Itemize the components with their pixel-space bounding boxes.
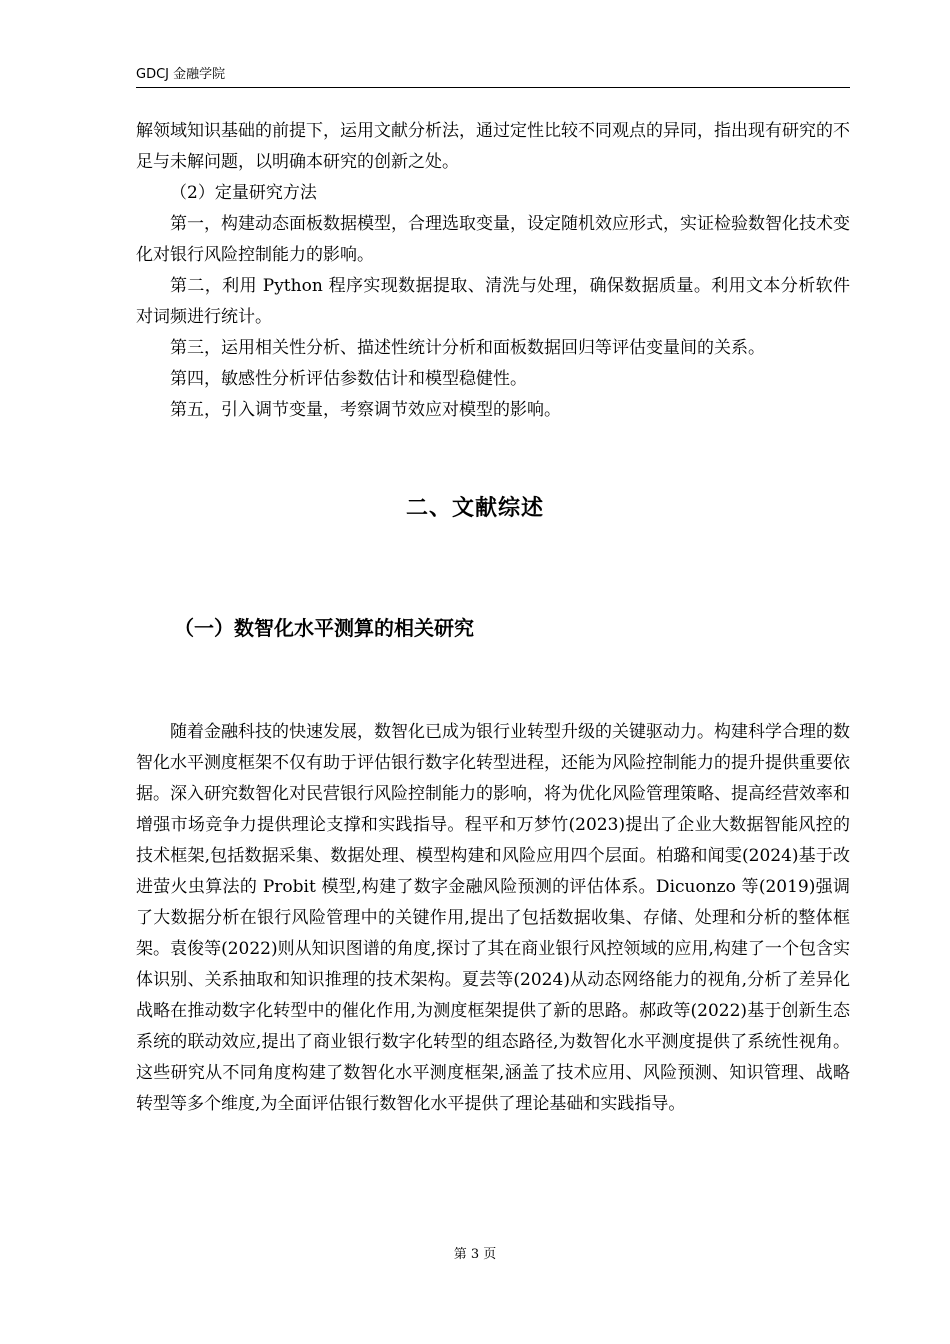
- method-item-2: 第二，利用 Python 程序实现数据提取、清洗与处理，确保数据质量。利用文本分析软件对词频进行统计。: [136, 276, 850, 327]
- method-item-3: 第三，运用相关性分析、描述性统计分析和面板数据回归等评估变量间的关系。: [170, 338, 765, 358]
- literature-block: [136, 717, 850, 1120]
- page-header: GDCJ 金融学院: [136, 66, 850, 88]
- intro-block: [136, 116, 850, 426]
- section-title: （一）数智化水平测算的相关研究: [174, 616, 474, 640]
- method-item-4: 第四，敏感性分析评估参数估计和模型稳健性。: [170, 369, 527, 389]
- literature-paragraph: 随着金融科技的快速发展，数智化已成为银行业转型升级的关键驱动力。构建科学合理的数智化水平测度框架不仅有助于评估银行数字化转型进程，还能为风险控制能力的提升提供重要依据。深入研究数智化对民营银行风险控制能力的影响，将为优化风险管理策略、提高经营效率和增强市场竞争力提供理论支撑和实践指导。程平和万梦竹(2023)提出了企业大数据智能风控的技术框架,包括数据采集、数据处理、模型构建和风险应用四个层面。柏璐和闻雯(2024)基于改进萤火虫算法的 Probit 模型,构建了数字金融风险预测的评估体系。Dicuonzo 等(2019)强调了大数据分析在银行风险管理中的关键作用,提出了包括数据收集、存储、处理和分析的整体框架。袁俊等(2022)则从知识图谱的角度,探讨了其在商业银行风控领域的应用,构建了一个包含实体识别、关系抽取和知识推理的技术架构。夏芸等(2024)从动态网络能力的视角,分析了差异化战略在推动数字化转型中的催化作用,为测度框架提供了新的思路。郝政等(2022)基于创新生态系统的联动效应,提出了商业银行数字化转型的组态路径,为数智化水平测度提供了系统性视角。这些研究从不同角度构建了数智化水平测度框架,涵盖了技术应用、风险预测、知识管理、战略转型等多个维度,为全面评估银行数智化水平提供了理论基础和实践指导。: [136, 722, 850, 1114]
- method-item-5: 第五，引入调节变量，考察调节效应对模型的影响。: [170, 400, 561, 420]
- chapter-title: 二、文献综述: [405, 496, 544, 521]
- method-item-1: 第一，构建动态面板数据模型，合理选取变量，设定随机效应形式，实证检验数智化技术变化对银行风险控制能力的影响。: [136, 214, 850, 265]
- subheading-quantitative-methods: （2）定量研究方法: [170, 183, 317, 203]
- page-number: 第 3 页: [453, 1247, 497, 1262]
- intro-paragraph-continuation: 解领域知识基础的前提下，运用文献分析法，通过定性比较不同观点的异同，指出现有研究的不足与未解问题，以明确本研究的创新之处。: [136, 121, 850, 172]
